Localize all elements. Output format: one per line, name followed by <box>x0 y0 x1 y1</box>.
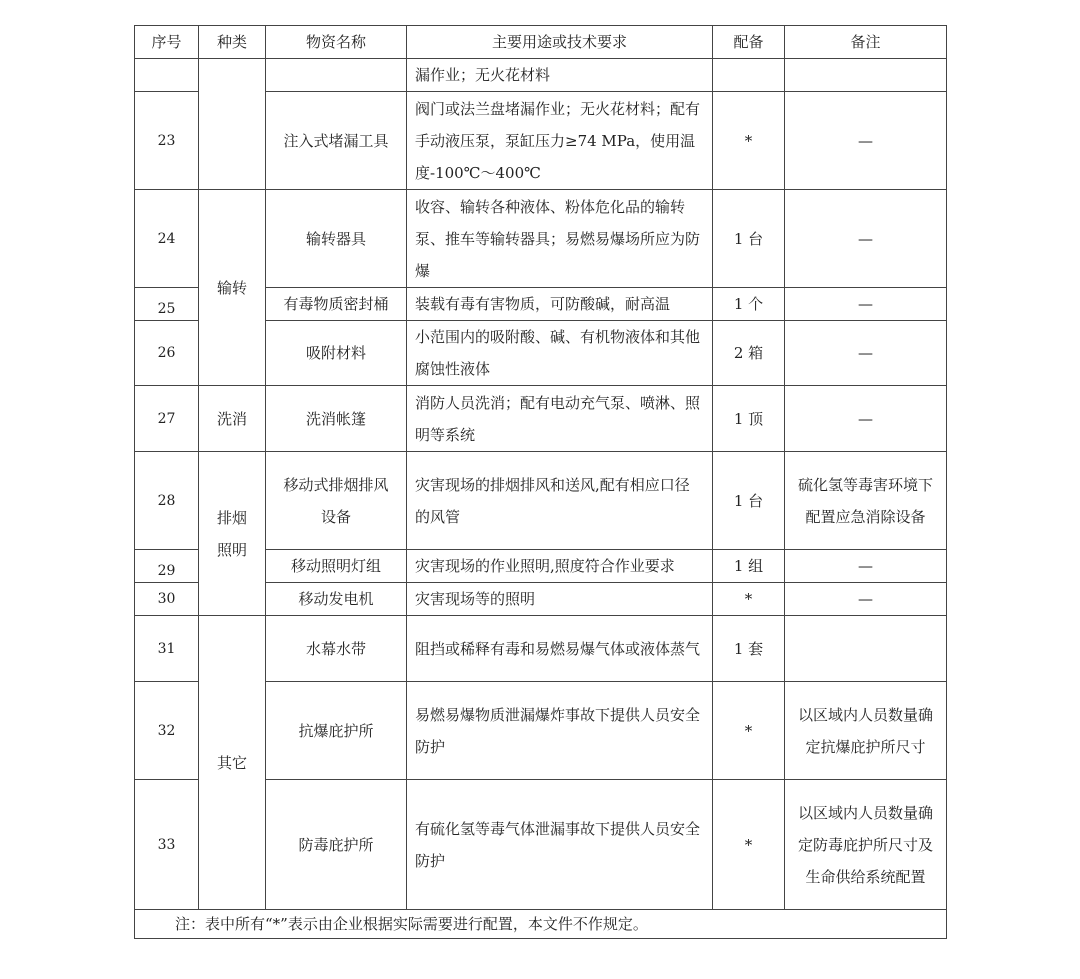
header-seq: 序号 <box>135 26 199 59</box>
table-row <box>135 616 947 682</box>
header-name: 物资名称 <box>266 26 407 59</box>
requirement-cell: 阻挡或稀释有毒和易燃易爆气体或液体蒸气 <box>407 616 713 682</box>
remark-cell <box>785 616 947 682</box>
equipment-table <box>134 25 947 939</box>
quantity-cell: 1 个 <box>713 288 785 321</box>
seq-cell: 30 <box>135 583 199 616</box>
remark-cell: — <box>785 321 947 386</box>
name-cell: 防毒庇护所 <box>266 780 407 910</box>
remark-cell: 硫化氢等毒害环境下配置应急消除设备 <box>785 452 947 550</box>
name-cell: 水幕水带 <box>266 616 407 682</box>
category-cell-decon: 洗消 <box>199 386 266 452</box>
category-cell-smoke-light <box>199 452 266 616</box>
requirement-cell: 灾害现场的作业照明,照度符合作业要求 <box>407 550 713 583</box>
header-requirement: 主要用途或技术要求 <box>407 26 713 59</box>
seq-cell: 23 <box>135 92 199 190</box>
quantity-cell: * <box>713 92 785 190</box>
header-quantity: 配备 <box>713 26 785 59</box>
quantity-cell: 1 组 <box>713 550 785 583</box>
seq-cell: 29 <box>135 550 199 583</box>
remark-cell <box>785 59 947 92</box>
remark-cell: 以区域内人员数量确定防毒庇护所尺寸及生命供给系统配置 <box>785 780 947 910</box>
name-cell: 移动照明灯组 <box>266 550 407 583</box>
remark-cell: 以区域内人员数量确定抗爆庇护所尺寸 <box>785 682 947 780</box>
footnote: 注：表中所有“*”表示由企业根据实际需要进行配置，本文件不作规定。 <box>135 910 947 939</box>
requirement-cell: 阀门或法兰盘堵漏作业；无火花材料；配有手动液压泵，泵缸压力≥74 MPa，使用温度-100℃～400℃ <box>407 92 713 190</box>
requirement-cell: 漏作业；无火花材料 <box>407 59 713 92</box>
remark-cell: — <box>785 190 947 288</box>
table-row <box>135 386 947 452</box>
name-label: 移动式排烟排风设备 <box>283 475 389 526</box>
name-cell: 输转器具 <box>266 190 407 288</box>
seq-cell: 24 <box>135 190 199 288</box>
requirement-cell: 小范围内的吸附酸、碱、有机物液体和其他腐蚀性液体 <box>407 321 713 386</box>
name-cell: 有毒物质密封桶 <box>266 288 407 321</box>
category-cell-blank <box>199 59 266 190</box>
name-cell: 吸附材料 <box>266 321 407 386</box>
seq-cell: 31 <box>135 616 199 682</box>
table-row <box>135 190 947 288</box>
name-cell: 移动发电机 <box>266 583 407 616</box>
remark-cell: — <box>785 583 947 616</box>
requirement-cell: 灾害现场等的照明 <box>407 583 713 616</box>
name-cell: 抗爆庇护所 <box>266 682 407 780</box>
requirement-cell: 装载有毒有害物质，可防酸碱，耐高温 <box>407 288 713 321</box>
name-cell: 注入式堵漏工具 <box>266 92 407 190</box>
seq-cell: 32 <box>135 682 199 780</box>
quantity-cell: 1 套 <box>713 616 785 682</box>
header-row <box>135 26 947 59</box>
seq-cell: 26 <box>135 321 199 386</box>
table-row <box>135 452 947 550</box>
remark-cell: — <box>785 386 947 452</box>
requirement-cell: 消防人员洗消；配有电动充气泵、喷淋、照明等系统 <box>407 386 713 452</box>
requirement-cell: 有硫化氢等毒气体泄漏事故下提供人员安全防护 <box>407 780 713 910</box>
footnote-row <box>135 910 947 939</box>
category-cell-other: 其它 <box>199 616 266 910</box>
quantity-cell: 1 台 <box>713 452 785 550</box>
requirement-cell: 易燃易爆物质泄漏爆炸事故下提供人员安全防护 <box>407 682 713 780</box>
quantity-cell: 2 箱 <box>713 321 785 386</box>
quantity-cell: * <box>713 780 785 910</box>
seq-cell <box>135 59 199 92</box>
seq-cell: 33 <box>135 780 199 910</box>
seq-cell: 28 <box>135 452 199 550</box>
remark-cell: — <box>785 92 947 190</box>
header-remark: 备注 <box>785 26 947 59</box>
requirement-cell: 收容、输转各种液体、粉体危化品的输转泵、推车等输转器具；易燃易爆场所应为防爆 <box>407 190 713 288</box>
name-cell <box>266 59 407 92</box>
remark-cell: — <box>785 550 947 583</box>
quantity-cell: 1 台 <box>713 190 785 288</box>
category-label: 排烟照明 <box>217 508 248 559</box>
remark-cell: — <box>785 288 947 321</box>
seq-cell: 25 <box>135 288 199 321</box>
quantity-cell: * <box>713 583 785 616</box>
category-cell-transfer: 输转 <box>199 190 266 386</box>
requirement-cell: 灾害现场的排烟排风和送风,配有相应口径的风管 <box>407 452 713 550</box>
quantity-cell: 1 顶 <box>713 386 785 452</box>
seq-cell: 27 <box>135 386 199 452</box>
quantity-cell <box>713 59 785 92</box>
table-row <box>135 59 947 92</box>
quantity-cell: * <box>713 682 785 780</box>
name-cell: 洗消帐篷 <box>266 386 407 452</box>
name-cell <box>266 452 407 550</box>
header-category: 种类 <box>199 26 266 59</box>
